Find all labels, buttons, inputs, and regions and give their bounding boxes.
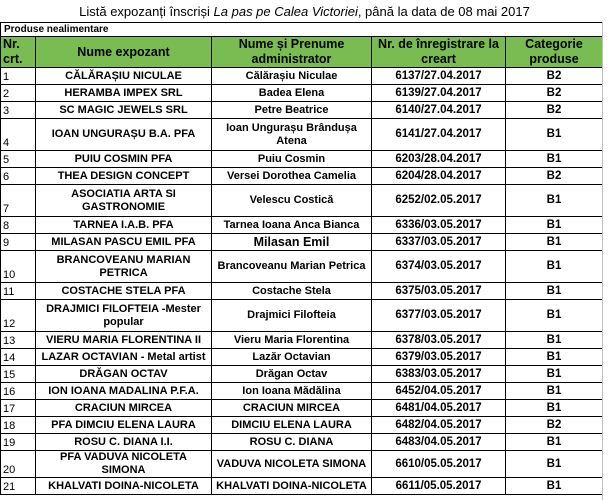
row-number: 14 <box>1 349 36 366</box>
table-row <box>1 366 603 383</box>
section-row <box>1 23 603 37</box>
exhibitor-name: HERAMBA IMPEX SRL <box>36 85 212 102</box>
title-suffix: , până la data de 08 mai 2017 <box>357 4 530 19</box>
title-prefix: Listă expozanți înscriși <box>79 4 214 19</box>
product-category: B2 <box>506 168 603 185</box>
product-category: B1 <box>506 451 603 478</box>
table-row <box>1 383 603 400</box>
administrator-name: Puiu Cosmin <box>212 151 372 168</box>
product-category: B1 <box>506 366 603 383</box>
table-row <box>1 332 603 349</box>
product-category: B1 <box>506 478 603 495</box>
table-row <box>1 119 603 151</box>
registration-number: 6141/27.04.2017 <box>372 119 506 151</box>
table-row <box>1 85 603 102</box>
administrator-name: Badea Elena <box>212 85 372 102</box>
product-category: B1 <box>506 283 603 300</box>
table-row <box>1 478 603 495</box>
table-row <box>1 168 603 185</box>
administrator-name: Lazăr Octavian <box>212 349 372 366</box>
exhibitor-name: PFA VADUVA NICOLETA SIMONA <box>36 451 212 478</box>
administrator-name: Ion Ioana Mădălina <box>212 383 372 400</box>
registration-number: 6375/03.05.2017 <box>372 283 506 300</box>
administrator-name: DIMCIU ELENA LAURA <box>212 417 372 434</box>
row-number: 13 <box>1 332 36 349</box>
row-number: 11 <box>1 283 36 300</box>
registration-number: 6204/28.04.2017 <box>372 168 506 185</box>
product-category: B1 <box>506 151 603 168</box>
row-number: 2 <box>1 85 36 102</box>
registration-number: 6203/28.04.2017 <box>372 151 506 168</box>
product-category: B1 <box>506 119 603 151</box>
exhibitor-name: ASOCIATIA ARTA SI GASTRONOMIE <box>36 185 212 217</box>
administrator-name: Milasan Emil <box>212 234 372 251</box>
table-row <box>1 234 603 251</box>
exhibitor-name: IOAN UNGURAȘU B.A. PFA <box>36 119 212 151</box>
table-row <box>1 102 603 119</box>
exhibitor-name: TARNEA I.A.B. PFA <box>36 217 212 234</box>
row-number: 8 <box>1 217 36 234</box>
table-row <box>1 185 603 217</box>
administrator-name: Costache Stela <box>212 283 372 300</box>
registration-number: 6336/03.05.2017 <box>372 217 506 234</box>
exhibitor-name: ROSU C. DIANA I.I. <box>36 434 212 451</box>
section-label: Produse nealimentare <box>1 23 603 37</box>
product-category: B1 <box>506 217 603 234</box>
exhibitor-name: THEA DESIGN CONCEPT <box>36 168 212 185</box>
registration-number: 6377/03.05.2017 <box>372 300 506 332</box>
row-number: 21 <box>1 478 36 495</box>
registration-number: 6610/05.05.2017 <box>372 451 506 478</box>
row-number: 9 <box>1 234 36 251</box>
exhibitor-name: COSTACHE STELA PFA <box>36 283 212 300</box>
administrator-name: ROSU C. DIANA <box>212 434 372 451</box>
administrator-name: Vieru Maria Florentina <box>212 332 372 349</box>
header-exhibitor-name: Nume expozant <box>36 37 212 68</box>
exhibitor-name: CĂLĂRAȘIU NICULAE <box>36 68 212 85</box>
registration-number: 6337/03.05.2017 <box>372 234 506 251</box>
product-category: B1 <box>506 234 603 251</box>
exhibitor-name: LAZAR OCTAVIAN - Metal artist <box>36 349 212 366</box>
registration-number: 6378/03.05.2017 <box>372 332 506 349</box>
row-number: 16 <box>1 383 36 400</box>
exhibitor-name: SC MAGIC JEWELS SRL <box>36 102 212 119</box>
registration-number: 6611/05.05.2017 <box>372 478 506 495</box>
table-row <box>1 283 603 300</box>
header-registration: Nr. de înregistrare la creart <box>372 37 506 68</box>
table-row <box>1 417 603 434</box>
product-category: B1 <box>506 349 603 366</box>
administrator-name: Velescu Costică <box>212 185 372 217</box>
exhibitor-name: PUIU COSMIN PFA <box>36 151 212 168</box>
row-number: 3 <box>1 102 36 119</box>
table-row <box>1 251 603 283</box>
administrator-name: CRACIUN MIRCEA <box>212 400 372 417</box>
product-category: B2 <box>506 417 603 434</box>
administrator-name: Ioan Ungurașu Brândușa Atena <box>212 119 372 151</box>
product-category: B2 <box>506 68 603 85</box>
administrator-name: KHALVATI DOINA-NICOLETA <box>212 478 372 495</box>
exhibitor-name: DRĂGAN OCTAV <box>36 366 212 383</box>
exhibitor-name: DRAJMICI FILOFTEIA -Mester popular <box>36 300 212 332</box>
registration-number: 6252/02.05.2017 <box>372 185 506 217</box>
product-category: B1 <box>506 400 603 417</box>
header-category: Categorie produse <box>506 37 603 68</box>
row-number: 15 <box>1 366 36 383</box>
exhibitor-table <box>0 22 603 495</box>
administrator-name: Drajmici Filofteia <box>212 300 372 332</box>
row-number: 20 <box>1 451 36 478</box>
table-row <box>1 434 603 451</box>
row-number: 7 <box>1 185 36 217</box>
product-category: B1 <box>506 383 603 400</box>
product-category: B1 <box>506 185 603 217</box>
product-category: B1 <box>506 332 603 349</box>
row-number: 10 <box>1 251 36 283</box>
table-row <box>1 217 603 234</box>
row-number: 18 <box>1 417 36 434</box>
administrator-name: Tarnea Ioana Anca Bianca <box>212 217 372 234</box>
table-row <box>1 400 603 417</box>
administrator-name: Versei Dorothea Camelia <box>212 168 372 185</box>
administrator-name: Călărașiu Niculae <box>212 68 372 85</box>
administrator-name: Drăgan Octav <box>212 366 372 383</box>
header-nr: Nr. crt. <box>1 37 36 68</box>
table-row <box>1 349 603 366</box>
registration-number: 6383/03.05.2017 <box>372 366 506 383</box>
row-number: 6 <box>1 168 36 185</box>
product-category: B2 <box>506 102 603 119</box>
row-number: 12 <box>1 300 36 332</box>
row-number: 5 <box>1 151 36 168</box>
header-row <box>1 37 603 68</box>
registration-number: 6483/04.05.2017 <box>372 434 506 451</box>
product-category: B2 <box>506 85 603 102</box>
product-category: B1 <box>506 434 603 451</box>
exhibitor-name: BRANCOVEANU MARIAN PETRICA <box>36 251 212 283</box>
table-row <box>1 151 603 168</box>
exhibitor-name: PFA DIMCIU ELENA LAURA <box>36 417 212 434</box>
registration-number: 6481/04.05.2017 <box>372 400 506 417</box>
sheet-edge <box>602 22 609 500</box>
registration-number: 6482/04.05.2017 <box>372 417 506 434</box>
administrator-name: VADUVA NICOLETA SIMONA <box>212 451 372 478</box>
row-number: 4 <box>1 119 36 151</box>
product-category: B1 <box>506 251 603 283</box>
registration-number: 6452/04.05.2017 <box>372 383 506 400</box>
registration-number: 6379/03.05.2017 <box>372 349 506 366</box>
registration-number: 6140/27.04.2017 <box>372 102 506 119</box>
product-category: B1 <box>506 300 603 332</box>
administrator-name: Brancoveanu Marian Petrica <box>212 251 372 283</box>
administrator-name: Petre Beatrice <box>212 102 372 119</box>
registration-number: 6137/27.04.2017 <box>372 68 506 85</box>
table-row <box>1 451 603 478</box>
header-administrator: Nume și Prenume administrator <box>212 37 372 68</box>
exhibitor-name: VIERU MARIA FLORENTINA II <box>36 332 212 349</box>
exhibitor-name: MILASAN PASCU EMIL PFA <box>36 234 212 251</box>
exhibitor-name: KHALVATI DOINA-NICOLETA <box>36 478 212 495</box>
row-number: 19 <box>1 434 36 451</box>
exhibitor-name: CRACIUN MIRCEA <box>36 400 212 417</box>
row-number: 17 <box>1 400 36 417</box>
table-row <box>1 68 603 85</box>
row-number: 1 <box>1 68 36 85</box>
title-event-name: La pas pe Calea Victoriei <box>213 4 358 19</box>
registration-number: 6374/03.05.2017 <box>372 251 506 283</box>
document-title <box>0 2 609 22</box>
exhibitor-name: ION IOANA MADALINA P.F.A. <box>36 383 212 400</box>
table-row <box>1 300 603 332</box>
registration-number: 6139/27.04.2017 <box>372 85 506 102</box>
